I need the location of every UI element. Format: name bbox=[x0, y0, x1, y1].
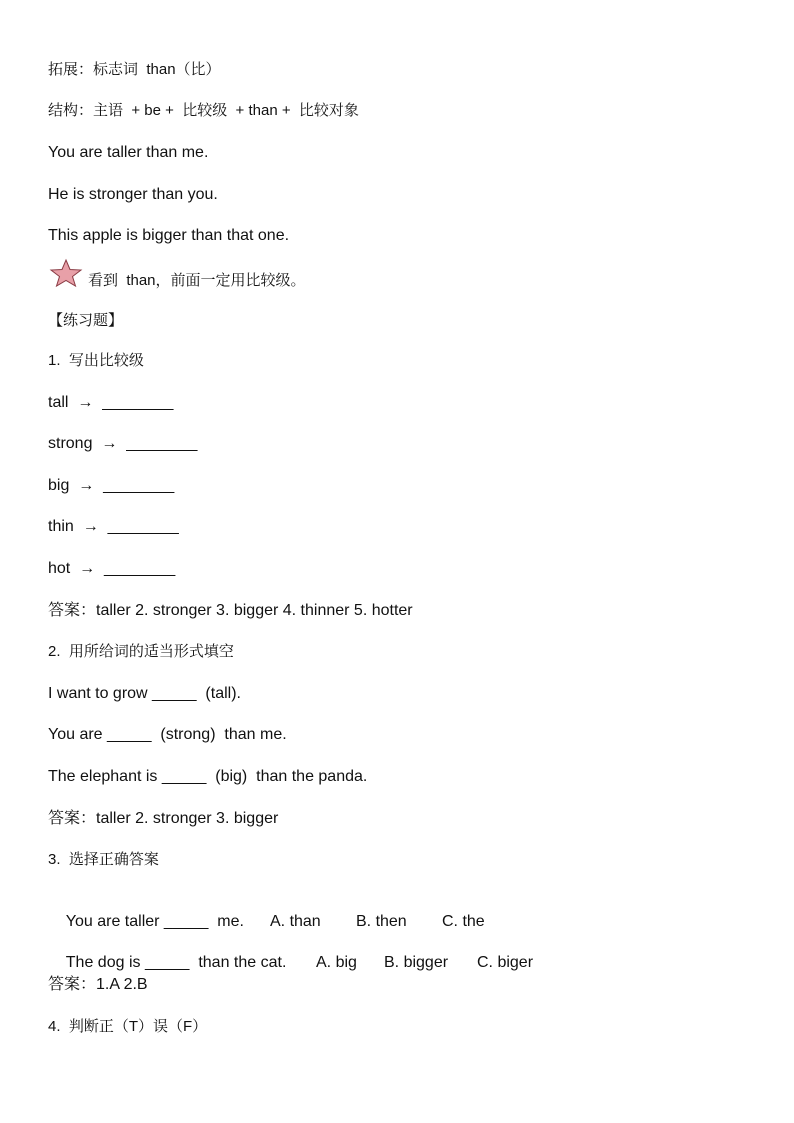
tip-line: 看到 than，前面一定用比较级。 bbox=[88, 272, 306, 289]
exercise-3-question-1 bbox=[48, 892, 485, 930]
exercise-heading: 【练习题】 bbox=[48, 312, 124, 329]
exercise-1-item-thin: thin → ________ bbox=[48, 518, 179, 535]
exercise-2-title: 2. 用所给词的适当形式填空 bbox=[48, 643, 234, 660]
exercise-2-answer: 答案：taller 2. stronger 3. bigger bbox=[48, 810, 279, 827]
exercise-3-question-2 bbox=[48, 933, 534, 971]
question-2-option-b: B. bigger bbox=[384, 954, 449, 971]
question-2-option-c: C. biger bbox=[477, 954, 534, 971]
question-1-stem: You are taller _____ me. bbox=[65, 913, 244, 930]
exercise-1-title: 1. 写出比较级 bbox=[48, 352, 144, 369]
extension-line: 拓展：标志词 than（比） bbox=[48, 61, 221, 78]
example-sentence-2: He is stronger than you. bbox=[48, 186, 218, 203]
star-icon bbox=[48, 258, 84, 288]
exercise-1-item-big: big → ________ bbox=[48, 477, 175, 494]
question-1-option-b: B. then bbox=[356, 913, 407, 930]
question-1-option-c: C. the bbox=[442, 913, 485, 930]
exercise-3-answer: 答案：1.A 2.B bbox=[48, 976, 148, 993]
exercise-2-item-2: You are _____ (strong) than me. bbox=[48, 726, 287, 743]
exercise-1-answer: 答案：taller 2. stronger 3. bigger 4. thinner 5. hotter bbox=[48, 602, 413, 619]
question-1-option-a: A. than bbox=[270, 913, 321, 930]
structure-line: 结构：主语 + be + 比较级 + than + 比较对象 bbox=[48, 102, 359, 119]
exercise-4-title: 4. 判断正（T）误（F） bbox=[48, 1018, 208, 1035]
question-2-stem: The dog is _____ than the cat. bbox=[65, 954, 287, 971]
exercise-1-item-hot: hot → ________ bbox=[48, 560, 176, 577]
example-sentence-1: You are taller than me. bbox=[48, 144, 209, 161]
question-2-option-a: A. big bbox=[316, 954, 357, 971]
exercise-1-item-strong: strong → ________ bbox=[48, 435, 198, 452]
example-sentence-3: This apple is bigger than that one. bbox=[48, 227, 290, 244]
exercise-1-item-tall: tall → ________ bbox=[48, 394, 174, 411]
exercise-2-item-3: The elephant is _____ (big) than the panda. bbox=[48, 768, 368, 785]
exercise-3-title: 3. 选择正确答案 bbox=[48, 851, 159, 868]
exercise-2-item-1: I want to grow _____ (tall). bbox=[48, 685, 241, 702]
